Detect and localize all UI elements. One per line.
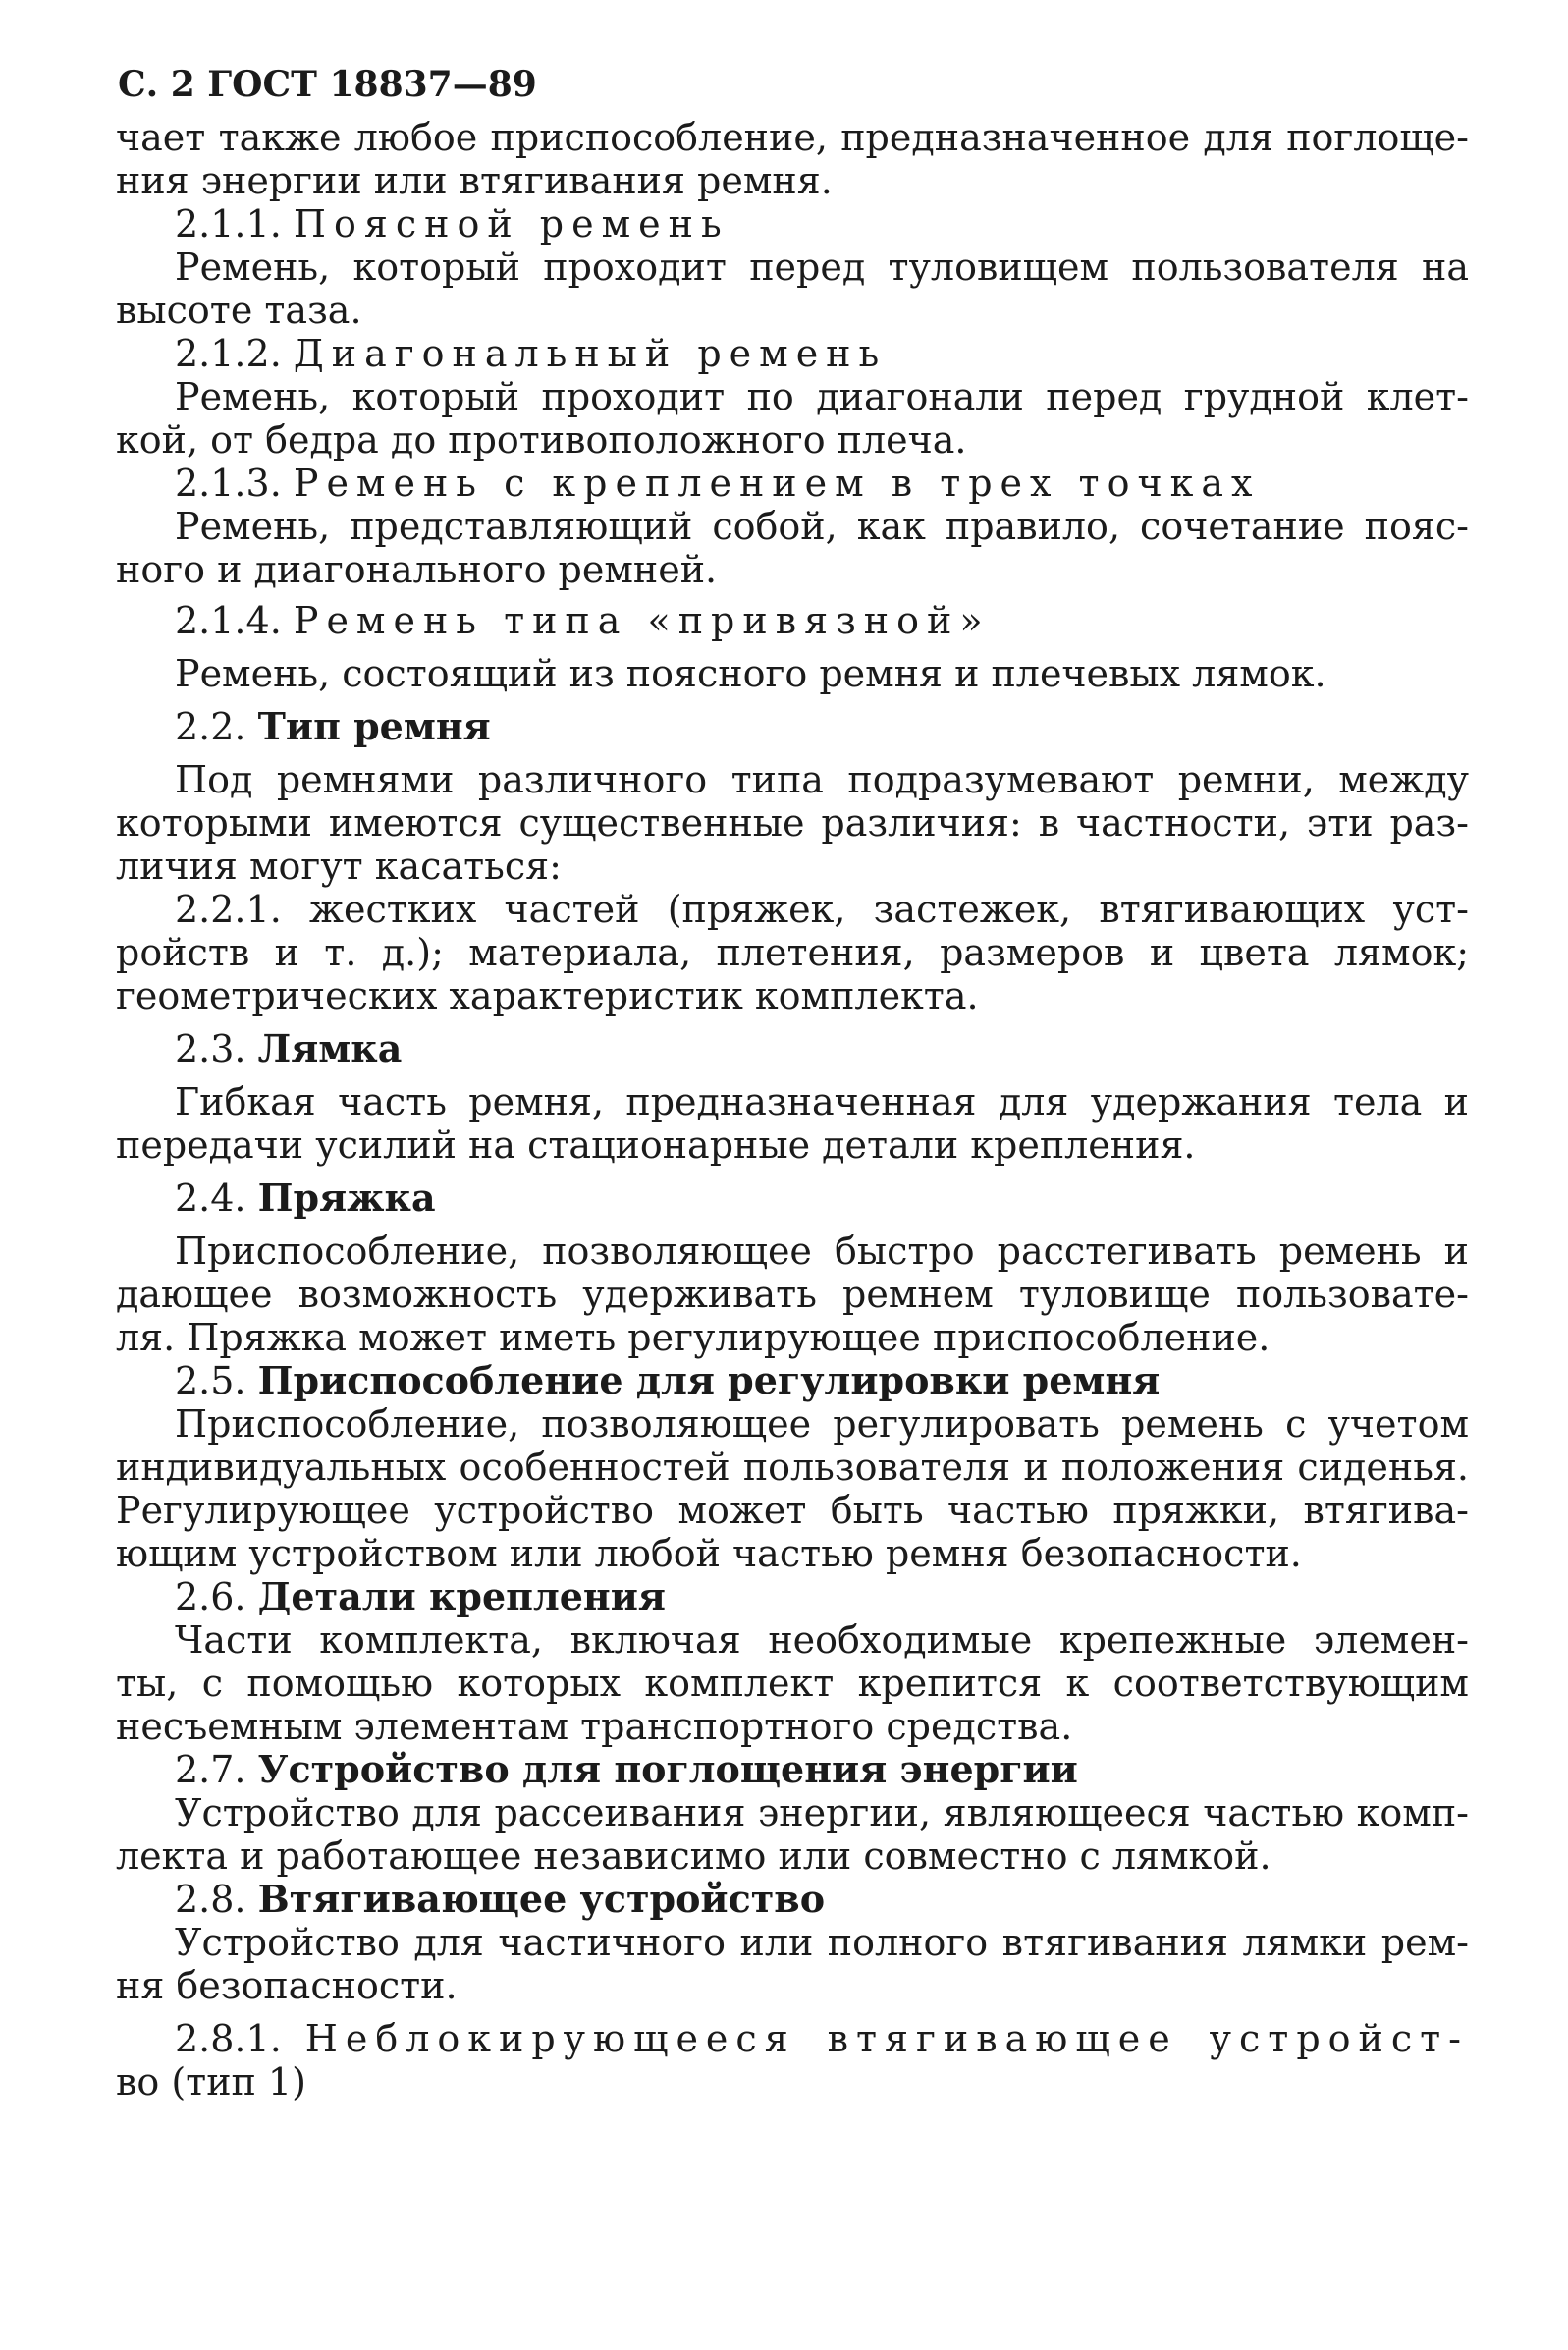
text-line: Регулирующее устройство может быть частью пряжки, втягива- [116, 1489, 1469, 1532]
text-line: Ремень, представляющий собой, как правило, сочетание пояс- [175, 505, 1469, 548]
section-number: 2.8. [175, 1878, 246, 1921]
section-number: 2.1.1. [175, 202, 282, 246]
text-line: передачи усилий на стационарные детали крепления. [116, 1123, 1196, 1167]
text-line: Ремень, который проходит по диагонали перед грудной клет- [175, 375, 1469, 418]
text-line: Ремень, который проходит перед туловищем пользователя на [175, 246, 1469, 289]
section-title: Ремень с креплением в трех точках [293, 462, 1261, 505]
section-number: 2.2. [175, 705, 246, 748]
section-title: Втягивающее устройство [257, 1877, 826, 1921]
section-heading [175, 1358, 1469, 1403]
section-heading [175, 2016, 1469, 2061]
text-line: лекта и работающее независимо или совместно с лямкой. [116, 1834, 1271, 1878]
section-heading [175, 598, 1469, 643]
section-heading [175, 1574, 1469, 1619]
section-number: 2.4. [175, 1176, 246, 1220]
section-title: Детали крепления [257, 1574, 666, 1618]
text-line: ля. Пряжка может иметь регулирующее приспособление. [116, 1316, 1271, 1359]
text-line: ного и диагонального ремней. [116, 548, 718, 591]
text-line: Под ремнями различного типа подразумевают ремни, между [175, 758, 1469, 801]
section-title: Тип ремня [257, 704, 491, 748]
page-header: С. 2 ГОСТ 18837—89 [118, 64, 537, 105]
text-line: ты, с помощью которых комплект крепится к соответствующим [116, 1662, 1469, 1705]
text-line: несъемным элементам транспортного средства. [116, 1705, 1073, 1748]
text-line: ройств и т. д.); материала, плетения, размеров и цвета лямок; [116, 931, 1469, 974]
section-heading [175, 1877, 1469, 1922]
text-line: Ремень, состоящий из поясного ремня и плечевых лямок. [175, 652, 1326, 695]
section-number: 2.1.2. [175, 332, 282, 375]
section-number: 2.6. [175, 1575, 246, 1618]
text-line: Приспособление, позволяющее регулировать ремень с учетом [175, 1402, 1469, 1446]
text-line: во (тип 1) [116, 2060, 306, 2104]
section-number: 2.8.1. [175, 2017, 282, 2060]
section-title: Лямка [257, 1026, 403, 1070]
section-number: 2.1.3. [175, 462, 282, 505]
text-line: 2.2.1. жестких частей (пряжек, застежек, втягивающих уст- [175, 888, 1469, 931]
section-title: Неблокирующееся втягивающее устройст- [304, 2017, 1469, 2060]
text-line: индивидуальных особенностей пользователя и положения сиденья. [116, 1446, 1469, 1489]
text-line: личия могут касаться: [116, 845, 562, 888]
section-title: Ремень типа «привязной» [293, 599, 991, 642]
text-line: кой, от бедра до противоположного плеча. [116, 418, 967, 462]
section-heading [175, 201, 1469, 246]
text-line: Приспособление, позволяющее быстро расстегивать ремень и [175, 1230, 1469, 1273]
text-line: ющим устройством или любой частью ремня безопасности. [116, 1532, 1302, 1575]
section-title: Приспособление для регулировки ремня [257, 1358, 1161, 1402]
section-number: 2.1.4. [175, 599, 282, 642]
section-heading [175, 1175, 1469, 1221]
section-heading [175, 704, 1469, 749]
text-line: Части комплекта, включая необходимые крепежные элемен- [175, 1618, 1469, 1662]
section-title: Устройство для поглощения энергии [257, 1747, 1078, 1791]
section-number: 2.3. [175, 1027, 246, 1070]
text-line: Гибкая часть ремня, предназначенная для удержания тела и [175, 1080, 1469, 1123]
text-line: ния энергии или втягивания ремня. [116, 159, 833, 202]
section-number: 2.7. [175, 1748, 246, 1791]
text-line: Устройство для рассеивания энергии, являющееся частью комп- [175, 1791, 1469, 1834]
text-line: высоте таза. [116, 289, 362, 332]
section-heading [175, 1747, 1469, 1792]
text-line: ня безопасности. [116, 1964, 458, 2007]
section-heading [175, 331, 1469, 376]
section-title: Диагональный ремень [293, 332, 888, 375]
section-title: Поясной ремень [293, 202, 730, 246]
text-line: чает также любое приспособление, предназначенное для поглоще- [116, 116, 1469, 159]
text-line: которыми имеются существенные различия: в частности, эти раз- [116, 801, 1469, 845]
section-heading [175, 461, 1469, 506]
section-number: 2.5. [175, 1359, 246, 1402]
section-heading [175, 1026, 1469, 1071]
text-line: дающее возможность удерживать ремнем туловище пользовате- [116, 1273, 1469, 1316]
text-line: Устройство для частичного или полного втягивания лямки рем- [175, 1921, 1469, 1964]
section-title: Пряжка [257, 1175, 436, 1220]
text-line: геометрических характеристик комплекта. [116, 974, 979, 1017]
